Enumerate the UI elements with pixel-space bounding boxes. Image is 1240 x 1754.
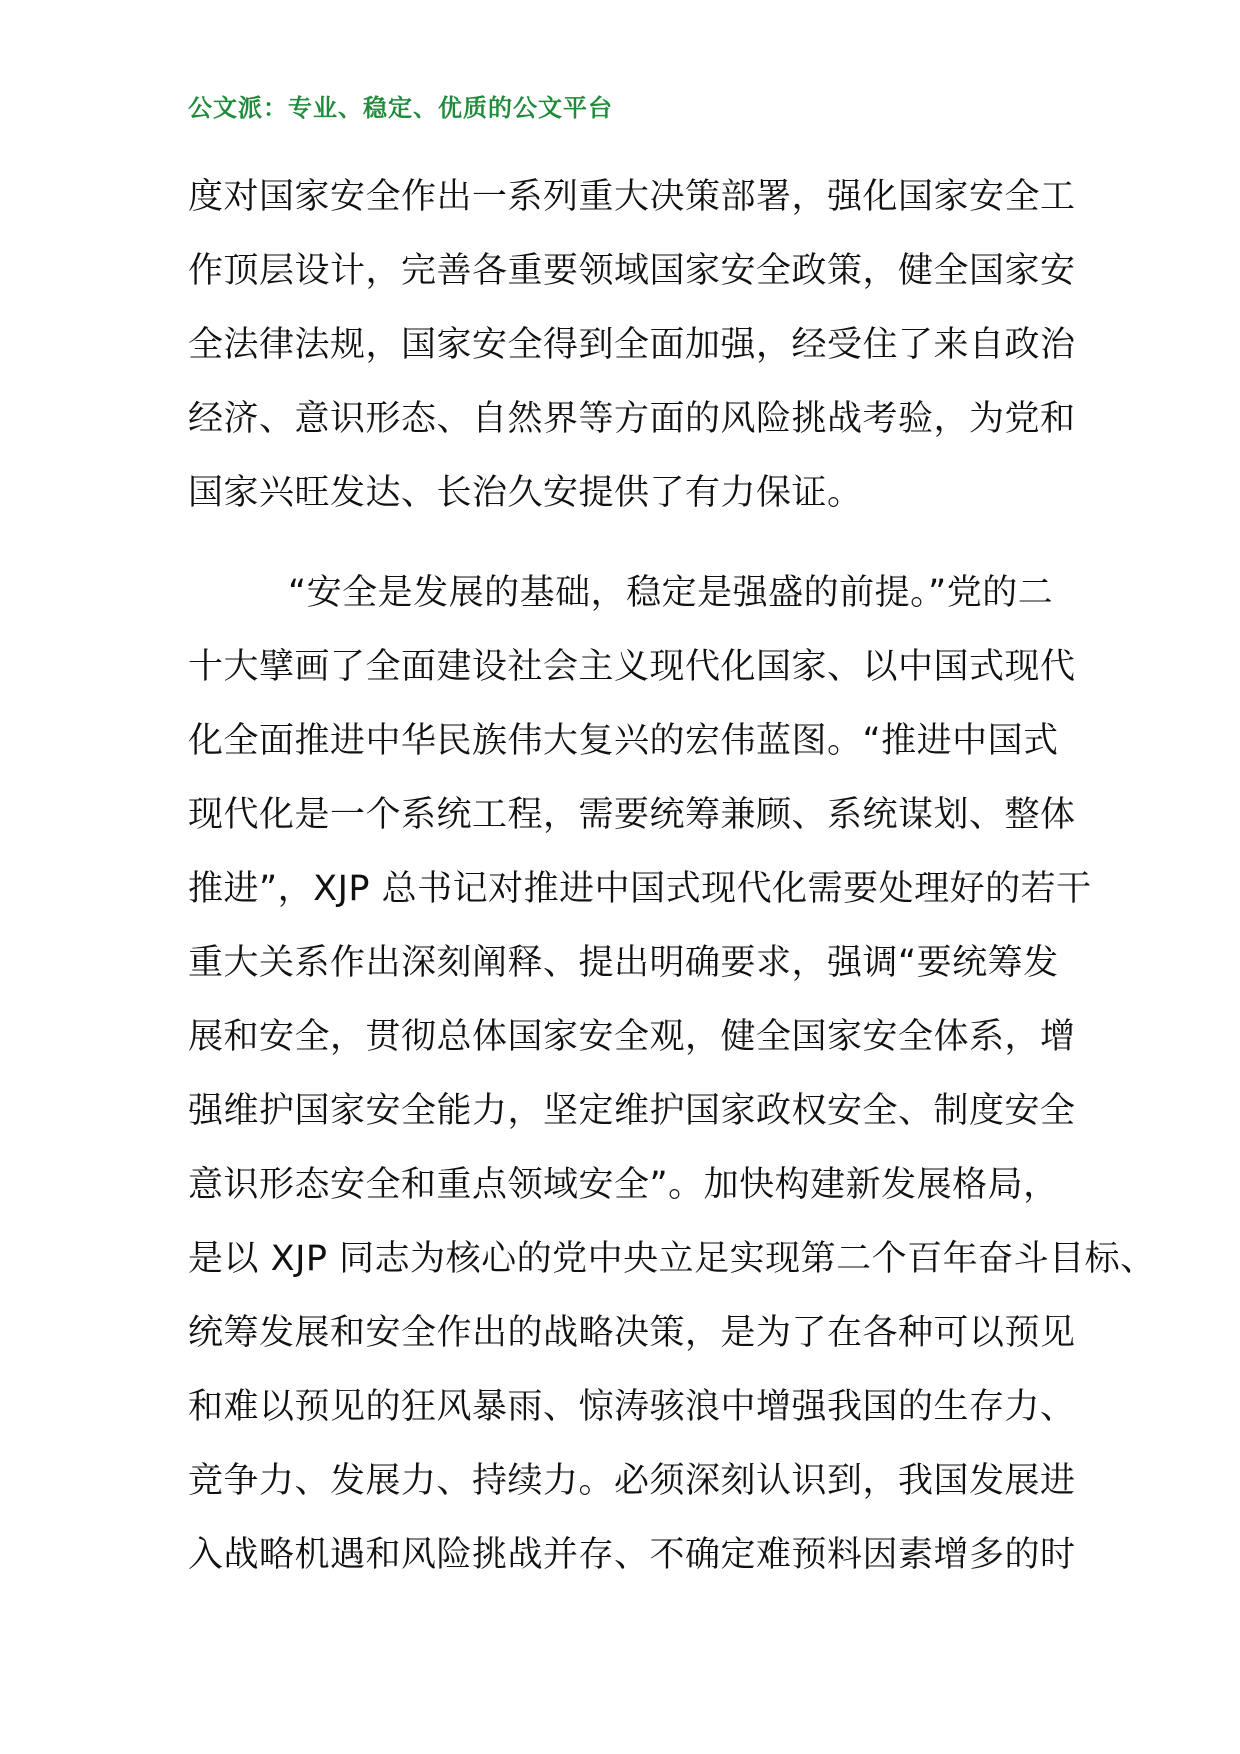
paragraph-2-line: 意识形态安全和重点领域安全”。加快构建新发展格局， — [188, 1165, 1059, 1205]
paragraph-2-line: 十大擘画了全面建设社会主义现代化国家、以中国式现代 — [188, 647, 1076, 687]
header-title: 公文派：专业、稳定、优质的公文平台 — [188, 94, 613, 122]
paragraph-2-line: 统筹发展和安全作出的战略决策，是为了在各种可以预见 — [188, 1313, 1076, 1353]
paragraph-2-line: 入战略机遇和风险挑战并存、不确定难预料因素增多的时 — [188, 1535, 1076, 1575]
paragraph-2-line: 现代化是一个系统工程，需要统筹兼顾、系统谋划、整体 — [188, 795, 1076, 835]
paragraph-2-line: 强维护国家安全能力，坚定维护国家政权安全、制度安全 — [188, 1091, 1076, 1131]
paragraph-2-line: 和难以预见的狂风暴雨、惊涛骇浪中增强我国的生存力、 — [188, 1387, 1076, 1427]
paragraph-1-line: 经济、意识形态、自然界等方面的风险挑战考验，为党和 — [188, 399, 1076, 439]
paragraph-2-line: 推进”，XJP 总书记对推进中国式现代化需要处理好的若干 — [188, 869, 1092, 909]
paragraph-2-line: 展和安全，贯彻总体国家安全观，健全国家安全体系，增 — [188, 1017, 1076, 1057]
paragraph-1-line: 全法律法规，国家安全得到全面加强，经受住了来自政治 — [188, 325, 1076, 365]
paragraph-1-line: 度对国家安全作出一系列重大决策部署，强化国家安全工 — [188, 177, 1076, 217]
paragraph-2-line: 是以 XJP 同志为核心的党中央立足实现第二个百年奋斗目标、 — [188, 1239, 1156, 1279]
paragraph-1-line: 国家兴旺发达、长治久安提供了有力保证。 — [188, 473, 863, 513]
body-text — [188, 166, 1156, 1598]
paragraph-2-line: 化全面推进中华民族伟大复兴的宏伟蓝图。“推进中国式 — [188, 721, 1059, 761]
paragraph-2-line: 竞争力、发展力、持续力。必须深刻认识到，我国发展进 — [188, 1461, 1076, 1501]
paragraph-2-line: “安全是发展的基础，稳定是强盛的前提。”党的二 — [288, 573, 1054, 613]
paragraph-2-line: 重大关系作出深刻阐释、提出明确要求，强调“要统筹发 — [188, 943, 1059, 983]
paragraph-1-line: 作顶层设计，完善各重要领域国家安全政策，健全国家安 — [188, 251, 1076, 291]
paragraph-gap — [188, 536, 1058, 562]
